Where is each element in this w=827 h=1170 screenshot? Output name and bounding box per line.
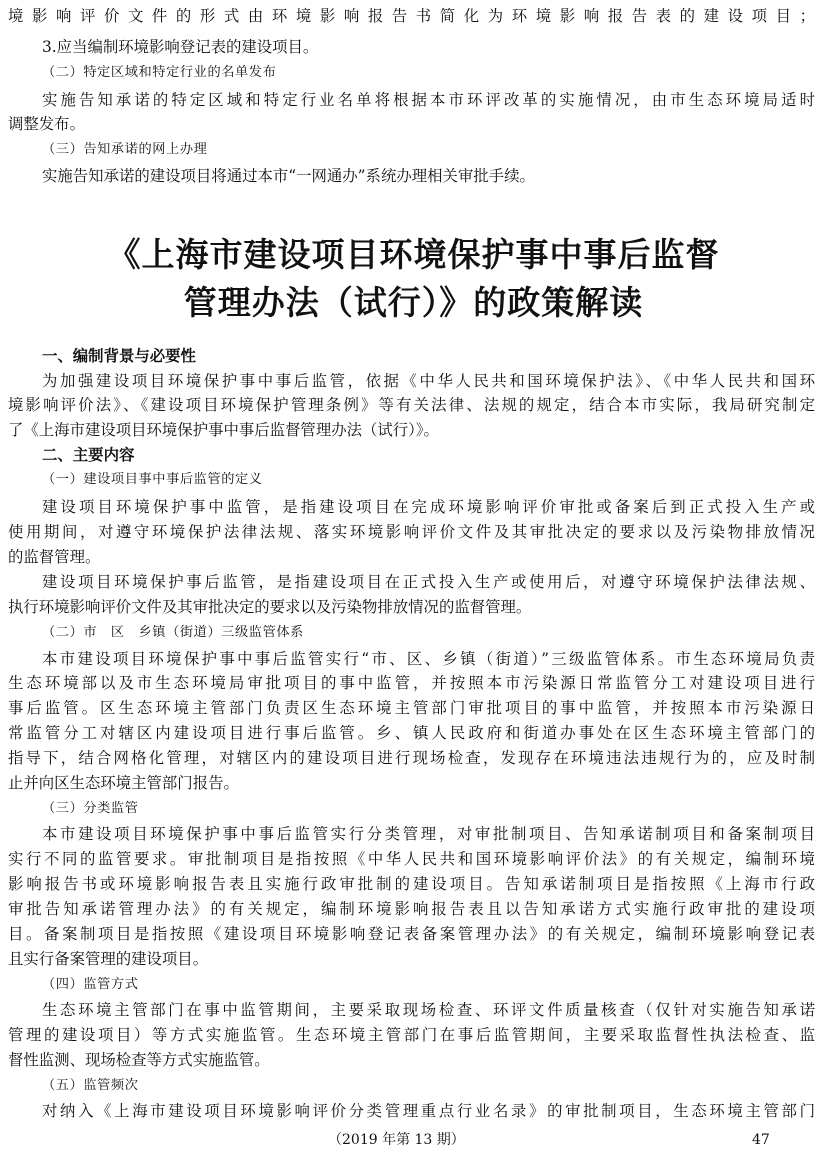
section-heading: （二）特定区域和特定行业的名单发布 [42,65,277,80]
subsection-heading: （五）监管频次 [42,1078,139,1093]
paragraph-line: 本市建设项目环境保护事中事后监管实行分类管理，对审批制项目、告知承诺制项目和备案制项目 [42,825,815,843]
paragraph-line: 的监督管理。 [8,548,101,566]
section-heading: 二、主要内容 [42,446,135,464]
paragraph-line: 本市建设项目环境保护事中事后监管实行“市、区、乡镇（街道）”三级监管体系。市生态环境局负责 [42,650,815,668]
article-title-line-1: 《上海市建设项目环境保护事中事后监督 [107,235,720,274]
paragraph-line: 生态环境主管部门在事中监管期间，主要采取现场检查、环评文件质量核查（仅针对实施告知承诺 [42,1001,815,1019]
paragraph-line: 实行不同的监管要求。审批制项目是指按照《中华人民共和国环境影响评价法》的有关规定，编制环境 [8,850,815,868]
paragraph-line: 调整发布。 [8,115,85,133]
paragraph-line: 目。备案制项目是指按照《建设项目环境影响登记表备案管理办法》的有关规定，编制环境影响登记表 [8,925,815,943]
paragraph-line: 止并向区生态环境主管部门报告。 [8,774,239,792]
section-heading: （三）告知承诺的网上办理 [42,142,208,157]
paragraph-line: 事后监管。区生态环境主管部门负责区生态环境主管部门审批项目的事中监管，并按照本市污染源日 [8,699,815,717]
paragraph-line: 执行环境影响评价文件及其审批决定的要求以及污染物排放情况的监督管理。 [8,598,532,616]
paragraph-line: 建设项目环境保护事中监管，是指建设项目在完成环境影响评价审批或备案后到正式投入生产或 [42,498,815,516]
list-item: 3.应当编制环境影响登记表的建设项目。 [42,38,319,56]
page-number: 47 [752,1132,770,1148]
paragraph-line: 常监管分工对辖区内建设项目进行事后监管。乡、镇人民政府和街道办事处在区生态环境主管部门的 [8,724,815,742]
paragraph-line: 为加强建设项目环境保护事中事后监管，依据《中华人民共和国环境保护法》、《中华人民共和国环 [42,372,815,390]
paragraph-line: 审批告知承诺管理办法》的有关规定，编制环境影响报告表且以告知承诺方式实施行政审批的建设项 [8,900,815,918]
subsection-heading: （三）分类监管 [42,801,139,816]
paragraph-line: 生态环境部以及市生态环境局审批项目的事中监管，并按照本市污染源日常监管分工对建设项目进行 [8,674,815,692]
paragraph-line: 境影响评价文件的形式由环境影响报告书简化为环境影响报告表的建设项目； [8,7,815,25]
paragraph-line: 影响报告书或环境影响报告表且实施行政审批制的建设项目。告知承诺制项目是指按照《上海市行政 [8,875,815,893]
paragraph-line: 对纳入《上海市建设项目环境影响评价分类管理重点行业名录》的审批制项目，生态环境主管部门 [42,1102,815,1120]
paragraph-line: 督性监测、现场检查等方式实施监管。 [8,1051,270,1069]
subsection-heading: （二）市 区 乡镇（街道）三级监管体系 [42,625,304,640]
article-title-line-2: 管理办法（试行）》的政策解读 [183,283,644,322]
subsection-heading: （四）监管方式 [42,977,139,992]
subsection-heading: （一）建设项目事中事后监管的定义 [42,472,263,487]
paragraph-line: 实施告知承诺的建设项目将通过本市“一网通办”系统办理相关审批手续。 [42,167,535,185]
paragraph-line: 指导下，结合网格化管理，对辖区内的建设项目进行现场检查，发现存在环境违法违规行为的，应及时制 [8,749,815,767]
paragraph-line: 实施告知承诺的特定区域和特定行业名单将根据本市环评改革的实施情况，由市生态环境局适时 [42,91,815,109]
issue-label: （2019 年第 13 期） [328,1132,465,1148]
paragraph-line: 了《上海市建设项目环境保护事中事后监督管理办法（试行）》。 [8,421,439,439]
paragraph-line: 且实行备案管理的建设项目。 [8,950,209,968]
paragraph-line: 使用期间，对遵守环境保护法律法规、落实环境影响评价文件及其审批决定的要求以及污染物排放情况 [8,523,815,541]
paragraph-line: 境影响评价法》、《建设项目环境保护管理条例》等有关法律、法规的规定，结合本市实际，我局研究制定 [8,396,815,414]
paragraph-line: 管理的建设项目）等方式实施监管。生态环境主管部门在事后监管期间，主要采取监督性执法检查、监 [8,1026,815,1044]
paragraph-line: 建设项目环境保护事后监管，是指建设项目在正式投入生产或使用后，对遵守环境保护法律法规、 [42,573,815,591]
section-heading: 一、编制背景与必要性 [42,347,196,365]
